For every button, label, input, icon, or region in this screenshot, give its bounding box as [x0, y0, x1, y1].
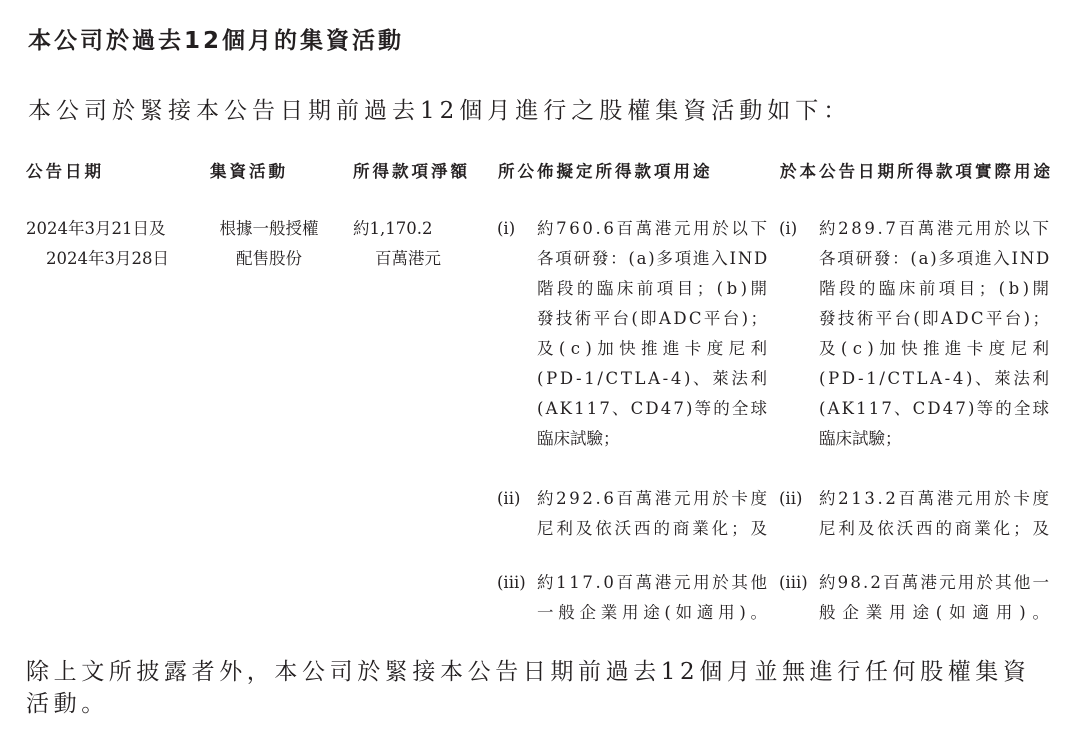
actual-use-item-line: 約289.7百萬港元用於以下 — [819, 219, 1052, 238]
actual-use-item — [779, 484, 1054, 544]
proposed-use-item-text — [537, 568, 772, 628]
closing-paragraph: 除上文所披露者外，本公司於緊接本公告日期前過去12個月並無進行任何股權集資活動。 — [26, 659, 1031, 717]
intro-paragraph: 本公司於緊接本公告日期前過去12個月進行之股權集資活動如下： — [28, 98, 852, 124]
proposed-use-item-line: 尼利及依沃西的商業化；及 — [537, 519, 770, 538]
actual-use-item — [779, 214, 1054, 454]
proposed-use-item-line: 臨床試驗； — [537, 429, 620, 448]
proposed-use-item-line: 各項研發：(a)多項進入IND — [537, 249, 769, 268]
proposed-use-item-line: 約117.0百萬港元用於其他 — [537, 573, 770, 592]
proposed-use-item-line: 約292.6百萬港元用於卡度 — [537, 489, 770, 508]
proposed-use-item — [497, 214, 772, 454]
net-proceeds-line-1: 約1,170.2 — [353, 219, 433, 238]
actual-use-item-line: 臨床試驗； — [819, 429, 902, 448]
date-line-2: 2024年3月28日 — [46, 249, 169, 268]
proposed-use-item-line: 約760.6百萬港元用於以下 — [537, 219, 770, 238]
activity-line-1: 根據一般授權 — [219, 219, 319, 238]
actual-use-item-line: 各項研發：(a)多項進入IND — [819, 249, 1051, 268]
actual-use-item-number: (i) — [779, 219, 798, 238]
section-heading: 本公司於過去12個月的集資活動 — [28, 28, 405, 54]
activity-line-2: 配售股份 — [236, 249, 302, 268]
actual-use-item-line: 尼利及依沃西的商業化；及 — [819, 519, 1052, 538]
actual-use-item-text — [819, 568, 1056, 628]
cell-fundraising-activity — [210, 214, 328, 274]
proposed-use-item-text — [537, 214, 773, 454]
actual-use-item-line: (PD-1/CTLA-4)、萊法利 — [819, 369, 1052, 388]
actual-use-item-number: (ii) — [779, 489, 803, 508]
net-proceeds-line-2: 百萬港元 — [375, 249, 441, 268]
proposed-use-item-line: 一般企業用途(如適用)。 — [537, 603, 772, 622]
actual-use-item-number: (iii) — [779, 573, 808, 592]
actual-use-item-line: 階段的臨床前項目；(b)開 — [819, 279, 1053, 298]
header-net-proceeds: 所得款項淨額 — [353, 162, 470, 181]
header-proposed-use: 所公佈擬定所得款項用途 — [498, 162, 713, 181]
header-fundraising-activity: 集資活動 — [210, 162, 288, 181]
proposed-use-item — [497, 484, 772, 544]
actual-use-item-line: 約98.2百萬港元用於其他一 — [819, 573, 1052, 592]
proposed-use-item-line: 及(c)加快推進卡度尼利 — [537, 339, 773, 358]
proposed-use-item-text — [537, 484, 769, 544]
actual-use-item-line: 及(c)加快推進卡度尼利 — [819, 339, 1055, 358]
cell-announcement-date — [26, 214, 186, 274]
actual-use-item-line: (AK117、CD47)等的全球 — [819, 399, 1052, 418]
date-line-1: 2024年3月21日及 — [26, 219, 166, 238]
proposed-use-item-line: 階段的臨床前項目；(b)開 — [537, 279, 771, 298]
actual-use-item-line: 發技術平台(即ADC平台)； — [819, 309, 1052, 328]
proposed-use-item-number: (i) — [497, 219, 516, 238]
actual-use-item-line: 約213.2百萬港元用於卡度 — [819, 489, 1052, 508]
proposed-use-item-number: (ii) — [497, 489, 521, 508]
header-announcement-date: 公告日期 — [26, 162, 104, 181]
header-actual-use: 於本公告日期所得款項實際用途 — [780, 162, 1053, 181]
actual-use-item — [779, 568, 1054, 628]
proposed-use-item-number: (iii) — [497, 573, 526, 592]
proposed-use-item-line: 發技術平台(即ADC平台)； — [537, 309, 770, 328]
proposed-use-item-line: (AK117、CD47)等的全球 — [537, 399, 770, 418]
proposed-use-item-line: (PD-1/CTLA-4)、萊法利 — [537, 369, 770, 388]
actual-use-item-text — [819, 214, 1055, 454]
cell-net-proceeds — [353, 214, 453, 274]
proposed-use-item — [497, 568, 772, 628]
actual-use-item-line: 般企業用途(如適用)。 — [819, 603, 1056, 622]
actual-use-item-text — [819, 484, 1051, 544]
